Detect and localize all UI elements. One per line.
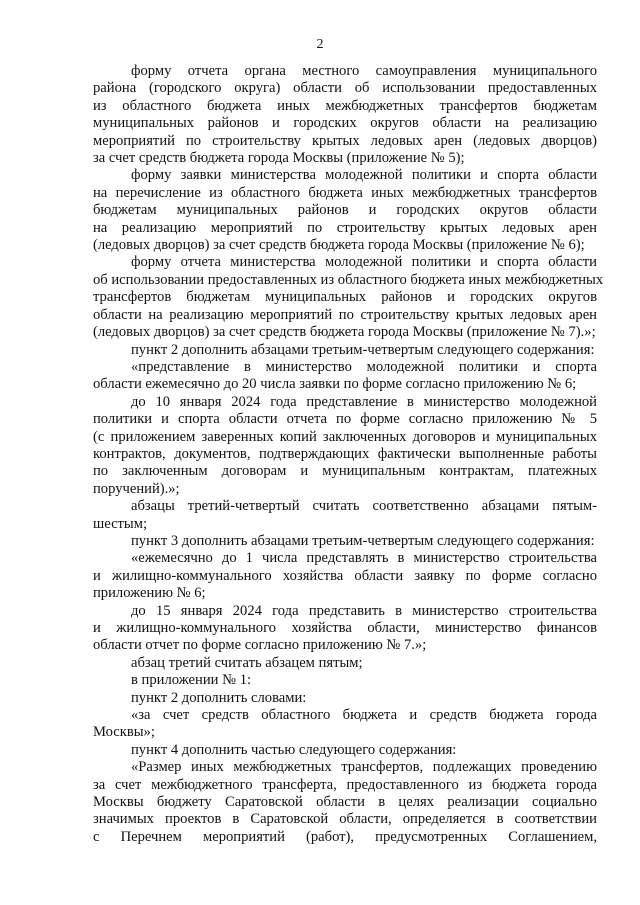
paragraph-14: «за счет средств областного бюджета и средств бюджета города Москвы»;: [93, 707, 597, 741]
paragraph-10: до 15 января 2024 года представить в министерство строительства и жилищно-коммунального хозяйства области, министерство финансов области отчет по форме согласно приложению № 7.»;: [93, 602, 597, 654]
paragraph-15: пункт 4 дополнить частью следующего содержания:: [131, 741, 457, 758]
page-number: 2: [316, 37, 324, 52]
paragraph-6: до 10 января 2024 года представление в министерство молодежной политики и спорта области отчета по форме согласно приложению № 5 (с приложением заверенных копий заключенных договоров и муниципальных контрактов, документов, подтверждающих фактически выполненные работы по заключенным договорам и муниципальным контрактам, платежных поручений).»;: [93, 393, 597, 497]
paragraph-11: абзац третий считать абзацем пятым;: [131, 654, 363, 671]
paragraph-5: «представление в министерство молодежной политики и спорта области ежемесячно до 20 числа заявки по форме согласно приложению № 6;: [93, 358, 597, 393]
paragraph-12: в приложении № 1:: [131, 672, 252, 689]
paragraph-2: форму заявки министерства молодежной политики и спорта области на перечисление из областного бюджета иных межбюджетных трансфертов бюджетам муниципальных районов и городских округов области на реализацию мероприятий по строительству крытых ледовых арен (ледовых дворцов) за счет средств бюджета города Москвы (приложение № 6);: [93, 167, 597, 254]
document-body: [93, 63, 604, 846]
paragraph-8: пункт 3 дополнить абзацами третьим-четвертым следующего содержания:: [131, 532, 595, 549]
paragraph-4: пункт 2 дополнить абзацами третьим-четвертым следующего содержания:: [131, 341, 595, 358]
paragraph-9: «ежемесячно до 1 числа представлять в министерство строительства и жилищно-коммунального хозяйства области заявку по форме согласно приложению № 6;: [93, 550, 597, 602]
paragraph-3: форму отчета министерства молодежной политики и спорта области об использовании предоставленных из областного бюджета иных межбюджетных трансфертов бюджетам муниципальных районов и городских округов области на реализацию мероприятий по строительству крытых ледовых арен (ледовых дворцов) за счет средств бюджета города Москвы (приложение № 7).»;: [93, 254, 604, 341]
paragraph-13: пункт 2 дополнить словами:: [131, 689, 307, 706]
paragraph-1: форму отчета органа местного самоуправления муниципального района (городского округа) области об использовании предоставленных из областного бюджета иных межбюджетных трансфертов бюджетам муниципальных районов и городских округов области на реализацию мероприятий по строительству крытых ледовых арен (ледовых дворцов) за счет средств бюджета города Москвы (приложение № 5);: [93, 63, 597, 167]
paragraph-7: абзацы третий-четвертый считать соответственно абзацами пятым- шестым;: [93, 498, 597, 532]
paragraph-16: «Размер иных межбюджетных трансфертов, подлежащих проведению за счет межбюджетного трансферта, предоставленного из бюджета города Москвы бюджету Саратовской области в целях реализации социально значимых проектов в Саратовской области, определяется в соответствии с Перечнем мероприятий (работ), предусмотренных Соглашением,: [93, 759, 597, 845]
